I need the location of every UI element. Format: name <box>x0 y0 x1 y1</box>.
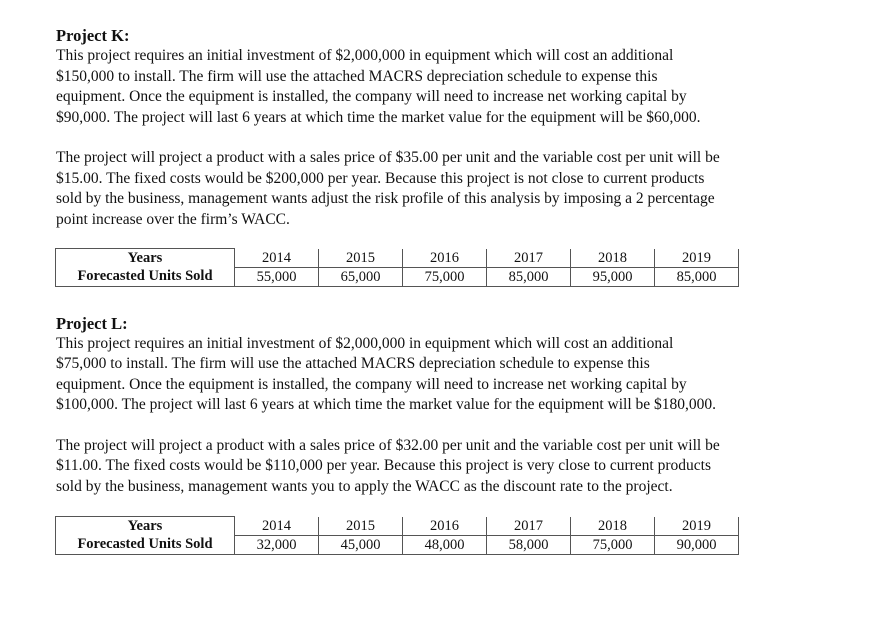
text-line: $100,000. The project will last 6 years at which time the market value for the equipment will be $180,000. <box>56 396 717 413</box>
year-cell: 2019 <box>655 249 739 268</box>
year-cell: 2015 <box>319 517 403 536</box>
year-cell: 2017 <box>487 249 571 268</box>
project-l-title: Project L: <box>56 313 128 333</box>
project-l-paragraph-1 <box>56 334 846 416</box>
table-row-units <box>56 535 739 554</box>
table-row-units <box>56 267 739 286</box>
project-l-units-table <box>55 516 739 555</box>
project-k-units-table <box>55 248 739 287</box>
years-label: Years <box>56 517 235 536</box>
project-l-paragraph-2 <box>56 436 846 498</box>
years-label: Years <box>56 249 235 268</box>
text-line: This project requires an initial investment of $2,000,000 in equipment which will cost an additional <box>56 334 674 352</box>
text-line: This project requires an initial investment of $2,000,000 in equipment which will cost an additional <box>56 47 674 64</box>
text-line: sold by the business, management wants adjust the risk profile of this analysis by imposing a 2 percentage <box>56 190 715 207</box>
year-cell: 2015 <box>319 249 403 268</box>
table-row-years <box>56 517 739 536</box>
text-line: The project will project a product with a sales price of $35.00 per unit and the variable cost per unit will be <box>56 149 720 166</box>
year-cell: 2017 <box>487 517 571 536</box>
text-line: equipment. Once the equipment is installed, the company will need to increase net working capital by <box>56 88 687 105</box>
text-line: $150,000 to install. The firm will use the attached MACRS depreciation schedule to expense this <box>56 67 658 85</box>
text-line: The project will project a product with a sales price of $32.00 per unit and the variable cost per unit will be <box>56 436 720 454</box>
units-label: Forecasted Units Sold <box>56 267 235 286</box>
year-cell: 2018 <box>571 249 655 268</box>
table-row-years <box>56 249 739 268</box>
text-line: $75,000 to install. The firm will use the attached MACRS depreciation schedule to expense this <box>56 355 650 372</box>
year-cell: 2014 <box>235 517 319 536</box>
units-cell: 95,000 <box>571 267 655 286</box>
project-l-section <box>56 314 846 555</box>
year-cell: 2016 <box>403 517 487 536</box>
text-line: $15.00. The fixed costs would be $200,000 per year. Because this project is not close to current products <box>56 169 705 187</box>
document <box>56 26 846 555</box>
units-cell: 75,000 <box>571 535 655 554</box>
text-line: sold by the business, management wants you to apply the WACC as the discount rate to the project. <box>56 477 673 495</box>
year-cell: 2018 <box>571 517 655 536</box>
units-cell: 48,000 <box>403 535 487 554</box>
text-line: point increase over the firm’s WACC. <box>56 210 290 228</box>
year-cell: 2014 <box>235 249 319 268</box>
text-line: equipment. Once the equipment is installed, the company will need to increase net working capital by <box>56 375 687 393</box>
project-k-paragraph-2 <box>56 148 846 230</box>
units-cell: 55,000 <box>235 267 319 286</box>
units-cell: 45,000 <box>319 535 403 554</box>
units-cell: 32,000 <box>235 535 319 554</box>
text-line: $11.00. The fixed costs would be $110,000 per year. Because this project is very close to current products <box>56 457 711 474</box>
project-k-title: Project K: <box>56 26 130 45</box>
units-cell: 85,000 <box>655 267 739 286</box>
project-k-paragraph-1 <box>56 46 846 128</box>
text-line: $90,000. The project will last 6 years at which time the market value for the equipment will be $60,000. <box>56 108 701 126</box>
units-label: Forecasted Units Sold <box>56 535 235 554</box>
units-cell: 75,000 <box>403 267 487 286</box>
project-k-section <box>56 26 846 287</box>
units-cell: 85,000 <box>487 267 571 286</box>
year-cell: 2019 <box>655 517 739 536</box>
year-cell: 2016 <box>403 249 487 268</box>
units-cell: 65,000 <box>319 267 403 286</box>
units-cell: 58,000 <box>487 535 571 554</box>
units-cell: 90,000 <box>655 535 739 554</box>
